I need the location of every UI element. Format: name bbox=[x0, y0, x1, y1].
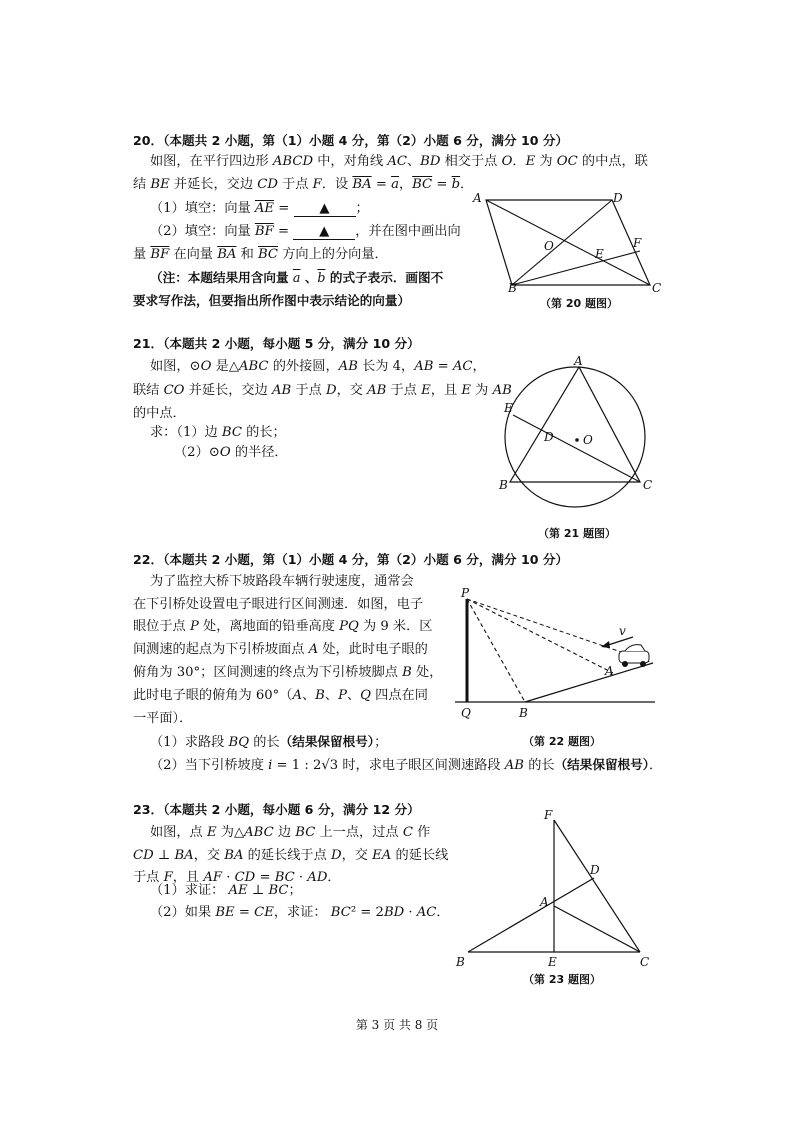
svg-text:E: E bbox=[595, 247, 604, 261]
svg-text:C: C bbox=[652, 281, 662, 295]
svg-text:E: E bbox=[548, 955, 557, 969]
svg-text:D: D bbox=[613, 191, 623, 205]
q23-caption: （第 23 题图） bbox=[523, 973, 601, 986]
q21-body-line3: 的中点． bbox=[133, 406, 186, 421]
q22-bridge-figure bbox=[455, 585, 665, 735]
car-icon bbox=[619, 645, 649, 667]
q20-body-line2: 结 BE 并延长，交边 CD 于点 F．设 $\overline{BA} = \overline{a}$，$\overline{BC} = \overline{b}$． bbox=[133, 177, 474, 192]
q22-header: 22．（本题共 2 小题，第（1）小题 4 分，第（2）小题 6 分，满分 10 分） bbox=[133, 552, 569, 567]
q22-body-line5: 俯角为 30°；区间测速的终点为下引桥坡脚点 B 处， bbox=[133, 665, 443, 680]
svg-text:A: A bbox=[473, 191, 482, 205]
q23-body-line3: 于点 F，且 AF · CD = BC · AD． bbox=[133, 870, 341, 885]
q22-body-line4: 间测速的起点为下引桥坡面点 A 处，此时电子眼的 bbox=[133, 642, 428, 657]
svg-text:C: C bbox=[643, 478, 653, 492]
q21-caption: （第 21 题图） bbox=[538, 527, 616, 540]
q20-sub2a: （2）填空：向量 $\overline{BF}$ = ▲ ，并在图中画出向 bbox=[150, 224, 461, 239]
q20-parallelogram-figure bbox=[470, 188, 670, 298]
q20-caption: （第 20 题图） bbox=[540, 297, 618, 310]
svg-text:O: O bbox=[544, 239, 554, 253]
svg-text:B: B bbox=[519, 706, 528, 720]
q21-ask2: （2）⊙O 的半径． bbox=[174, 445, 288, 460]
q23-body-line1: 如图，点 E 为△ABC 边 BC 上一点，过点 C 作 bbox=[150, 825, 431, 840]
svg-text:F: F bbox=[633, 236, 642, 250]
page-number: 第 3 页 共 8 页 bbox=[355, 1018, 439, 1032]
q21-header: 21．（本题共 2 小题，每小题 5 分，满分 10 分） bbox=[133, 336, 420, 351]
svg-text:v: v bbox=[619, 624, 626, 638]
answer-blank: ▲ bbox=[294, 202, 356, 217]
q23-header: 23．（本题共 2 小题，每小题 6 分，满分 12 分） bbox=[133, 802, 420, 817]
answer-blank: ▲ bbox=[293, 225, 355, 240]
svg-text:Q: Q bbox=[461, 706, 471, 720]
q20-body-line1: 如图，在平行四边形 ABCD 中，对角线 AC、BD 相交于点 O．E 为 OC 的中点，联 bbox=[150, 154, 648, 169]
svg-text:A: A bbox=[540, 895, 549, 909]
svg-text:D: D bbox=[544, 430, 554, 444]
svg-text:A: A bbox=[605, 664, 614, 678]
svg-text:F: F bbox=[544, 808, 553, 822]
q20-note1: （注：本题结果用含向量 $\overline{a}$ 、$\overline{b}$ 的式子表示．画图不 bbox=[150, 270, 444, 285]
q23-sub1: （1）求证： AE ⊥ BC； bbox=[150, 883, 302, 898]
q22-body-line2: 在下引桥处设置电子眼进行区间测速．如图，电子 bbox=[133, 597, 424, 612]
q22-body-line1: 为了监控大桥下坡路段车辆行驶速度，通常会 bbox=[150, 574, 414, 589]
q23-sub2: （2）如果 BE = CE，求证： BC² = 2BD · AC． bbox=[150, 905, 450, 920]
svg-text:E: E bbox=[504, 401, 513, 415]
q20-note2: 要求写作法，但要指出所作图中表示结论的向量） bbox=[133, 293, 411, 308]
svg-text:B: B bbox=[508, 281, 517, 295]
q22-sub2: （2）当下引桥坡度 i = 1 : 2√3 时，求电子眼区间测速路段 AB 的长（结果保留根号）． bbox=[150, 757, 663, 773]
q21-circle-figure bbox=[495, 355, 675, 505]
q20-sub1: （1）填空：向量 $\overline{AE}$ = ▲ ； bbox=[150, 201, 369, 216]
q23-triangle-figure bbox=[450, 806, 660, 971]
q20-header: 20．（本题共 2 小题，第（1）小题 4 分，第（2）小题 6 分，满分 10 分） bbox=[133, 133, 569, 148]
q22-body-line3: 眼位于点 P 处，离地面的铅垂高度 PQ 为 9 米．区 bbox=[133, 619, 433, 634]
q23-body-line2: CD ⊥ BA，交 BA 的延长线于点 D，交 EA 的延长线 bbox=[133, 848, 449, 863]
q22-body-line6: 此时电子眼的俯角为 60°（A、B、P、Q 四点在同 bbox=[133, 688, 428, 703]
q20-sub2b: 量 $\overline{BF}$ 在向量 $\overline{BA}$ 和 $\overline{BC}$ 方向上的分向量． bbox=[133, 247, 388, 262]
svg-text:O: O bbox=[583, 433, 593, 447]
q21-body-line1: 如图，⊙O 是△ABC 的外接圆，AB 长为 4，AB = AC， bbox=[150, 359, 486, 374]
svg-text:P: P bbox=[461, 586, 470, 600]
q22-body-line7: 一平面）． bbox=[133, 711, 193, 726]
svg-text:D: D bbox=[590, 863, 600, 877]
q21-ask1: 求：（1）边 BC 的长； bbox=[150, 425, 286, 440]
svg-text:B: B bbox=[456, 955, 465, 969]
q22-caption: （第 22 题图） bbox=[523, 735, 601, 748]
svg-text:B: B bbox=[499, 478, 508, 492]
svg-text:A: A bbox=[574, 354, 583, 368]
q22-sub1: （1）求路段 BQ 的长（结果保留根号）； bbox=[150, 734, 388, 750]
svg-text:C: C bbox=[640, 955, 650, 969]
q21-body-line2: 联结 CO 并延长，交边 AB 于点 D，交 AB 于点 E，且 E 为 AB bbox=[133, 383, 512, 398]
